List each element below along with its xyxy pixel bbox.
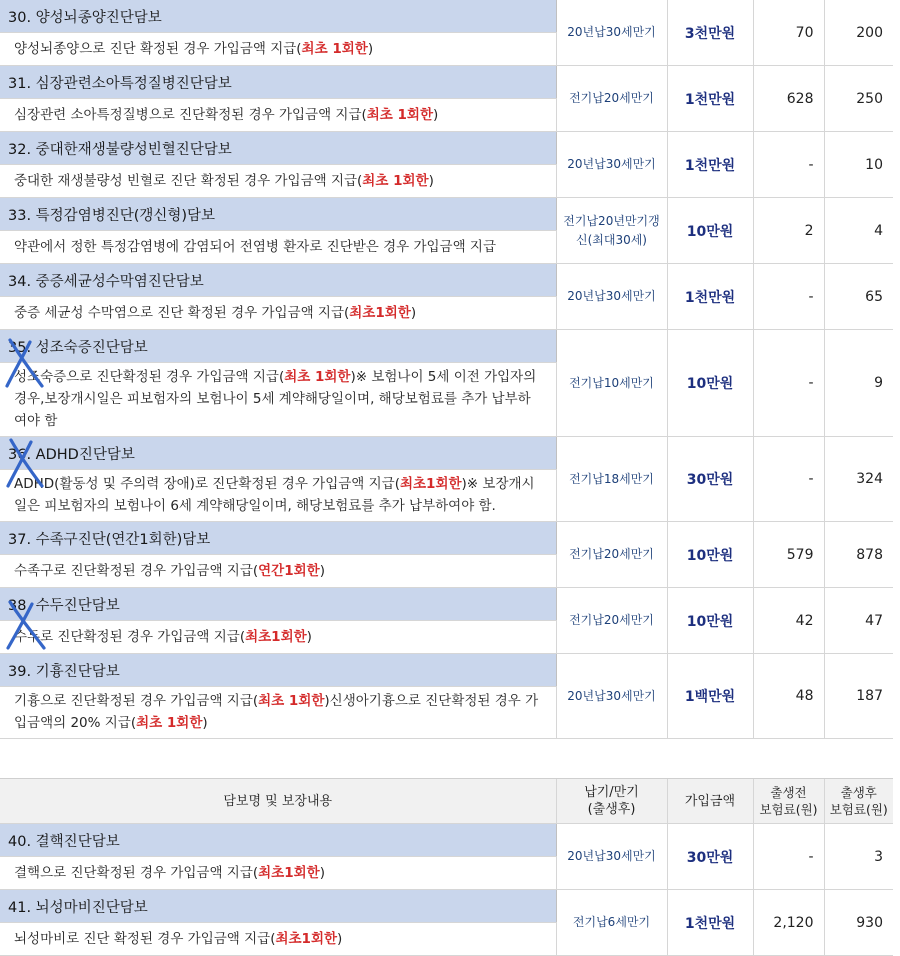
coverage-row bbox=[0, 264, 893, 297]
payout-limit-highlight: 최초1회한 bbox=[258, 864, 320, 881]
coverage-amount: 1천만원 bbox=[667, 264, 753, 330]
coverage-description bbox=[0, 99, 556, 132]
coverage-description bbox=[0, 297, 556, 330]
header-premium-after-birth: 출생후 보험료(원) bbox=[824, 779, 893, 824]
coverage-description bbox=[0, 363, 556, 437]
description-text: )※ 보험나이 5세 이전 가입자의 경우,보장개시일은 피보험자의 보험나이 5세 계약해당일이며, 해당보험료를 추가 납부하여야 함 bbox=[14, 369, 537, 429]
coverage-period: 전기납20세만기 bbox=[556, 66, 667, 132]
coverage-row bbox=[0, 588, 893, 621]
table-header-row bbox=[0, 779, 893, 824]
payout-limit-highlight: 최초1회한 bbox=[349, 304, 411, 321]
payout-limit-highlight: 최초 1회한 bbox=[366, 106, 434, 123]
coverage-period: 20년납30세만기 bbox=[556, 0, 667, 66]
description-text: 결핵으로 진단확정된 경우 가입금액 지급( bbox=[14, 864, 259, 881]
coverage-description bbox=[0, 923, 556, 956]
coverage-description bbox=[0, 555, 556, 588]
payout-limit-highlight: 최초 1회한 bbox=[362, 172, 429, 189]
coverage-row bbox=[0, 198, 893, 231]
premium-before-birth: 48 bbox=[753, 654, 824, 739]
coverage-description bbox=[0, 857, 556, 890]
premium-before-birth: 70 bbox=[753, 0, 824, 66]
coverage-amount: 10만원 bbox=[667, 588, 753, 654]
description-text: 기흉으로 진단확정된 경우 가입금액 지급( bbox=[14, 693, 259, 709]
description-text: )※ 보장개시일은 피보험자의 보험나이 6세 계약해당일이며, 해당보험료를 추가 납부하여야 함. bbox=[14, 476, 535, 514]
payout-limit-highlight: 연간1회한 bbox=[258, 562, 320, 579]
description-text: ) bbox=[433, 106, 439, 123]
description-text: ) bbox=[202, 715, 208, 731]
coverage-name: 37. 수족구진단(연간1회한)담보 bbox=[0, 522, 556, 555]
payout-limit-highlight: 최초 1회한 bbox=[301, 40, 368, 57]
premium-before-birth: 2 bbox=[753, 198, 824, 264]
coverage-period: 20년납30세만기 bbox=[556, 824, 667, 890]
coverage-description bbox=[0, 231, 556, 264]
coverage-name: 36. ADHD진단담보 bbox=[0, 437, 556, 470]
coverage-row bbox=[0, 132, 893, 165]
premium-before-birth: 2,120 bbox=[753, 890, 824, 956]
coverage-period: 전기납20세만기 bbox=[556, 588, 667, 654]
premium-before-birth: - bbox=[753, 330, 824, 437]
premium-after-birth: 250 bbox=[824, 66, 893, 132]
coverage-amount: 30만원 bbox=[667, 824, 753, 890]
premium-before-birth: 42 bbox=[753, 588, 824, 654]
header-premium-before-birth: 출생전 보험료(원) bbox=[753, 779, 824, 824]
coverage-name: 30. 양성뇌종양진단담보 bbox=[0, 0, 556, 33]
premium-before-birth: - bbox=[753, 437, 824, 522]
coverage-name: 35. 성조숙증진단담보 bbox=[0, 330, 556, 363]
coverage-description bbox=[0, 621, 556, 654]
premium-before-birth: 579 bbox=[753, 522, 824, 588]
coverage-period: 전기납10세만기 bbox=[556, 330, 667, 437]
premium-after-birth: 4 bbox=[824, 198, 893, 264]
premium-before-birth: 628 bbox=[753, 66, 824, 132]
coverage-amount: 1천만원 bbox=[667, 890, 753, 956]
coverage-period: 20년납30세만기 bbox=[556, 132, 667, 198]
coverage-row bbox=[0, 522, 893, 555]
coverage-name: 34. 중증세균성수막염진단담보 bbox=[0, 264, 556, 297]
description-text: 수족구로 진단확정된 경우 가입금액 지급( bbox=[14, 562, 259, 579]
premium-before-birth: - bbox=[753, 264, 824, 330]
premium-after-birth: 9 bbox=[824, 330, 893, 437]
description-text: ) bbox=[319, 864, 325, 881]
coverage-period: 20년납30세만기 bbox=[556, 264, 667, 330]
coverage-period: 전기납20세만기 bbox=[556, 522, 667, 588]
payout-limit-highlight: 최초 1회한 bbox=[284, 369, 351, 385]
coverage-period: 전기납18세만기 bbox=[556, 437, 667, 522]
description-text: ) bbox=[410, 304, 417, 321]
payout-limit-highlight: 최초1회한 bbox=[275, 930, 338, 947]
coverage-name: 41. 뇌성마비진단담보 bbox=[0, 890, 556, 923]
description-text: 중대한 재생불량성 빈혈로 진단 확정된 경우 가입금액 지급( bbox=[14, 172, 363, 189]
coverage-row bbox=[0, 437, 893, 470]
payout-limit-highlight: 최초 1회한 bbox=[136, 715, 203, 731]
premium-after-birth: 47 bbox=[824, 588, 893, 654]
description-text: 수두로 진단확정된 경우 가입금액 지급( bbox=[14, 628, 246, 645]
coverage-description bbox=[0, 687, 556, 739]
payout-limit-highlight: 최초1회한 bbox=[399, 476, 462, 492]
coverage-name: 39. 기흉진단담보 bbox=[0, 654, 556, 687]
description-text: ) bbox=[306, 628, 312, 645]
coverage-period: 전기납20년만기갱신(최대30세) bbox=[556, 198, 667, 264]
coverage-amount: 10만원 bbox=[667, 330, 753, 437]
premium-before-birth: - bbox=[753, 132, 824, 198]
premium-after-birth: 878 bbox=[824, 522, 893, 588]
coverage-row bbox=[0, 824, 893, 857]
payout-limit-highlight: 최초1회한 bbox=[245, 628, 307, 645]
description-text: 뇌성마비로 진단 확정된 경우 가입금액 지급( bbox=[14, 930, 276, 947]
coverage-amount: 3천만원 bbox=[667, 0, 753, 66]
coverage-description bbox=[0, 33, 556, 66]
coverage-row bbox=[0, 0, 893, 33]
description-text: 양성뇌종양으로 진단 확정된 경우 가입금액 지급( bbox=[14, 40, 302, 57]
coverage-amount: 1천만원 bbox=[667, 66, 753, 132]
coverage-name: 33. 특정감염병진단(갱신형)담보 bbox=[0, 198, 556, 231]
coverage-name: 31. 심장관련소아특정질병진단담보 bbox=[0, 66, 556, 99]
coverage-row bbox=[0, 890, 893, 923]
coverage-row bbox=[0, 66, 893, 99]
coverage-amount: 10만원 bbox=[667, 522, 753, 588]
coverage-row bbox=[0, 330, 893, 363]
premium-after-birth: 324 bbox=[824, 437, 893, 522]
header-period: 납기/만기 (출생후) bbox=[556, 779, 667, 824]
premium-after-birth: 10 bbox=[824, 132, 893, 198]
coverage-name: 38. 수두진단담보 bbox=[0, 588, 556, 621]
premium-after-birth: 930 bbox=[824, 890, 893, 956]
coverage-row bbox=[0, 654, 893, 687]
coverage-amount: 10만원 bbox=[667, 198, 753, 264]
description-text: ) bbox=[337, 930, 343, 947]
coverage-name: 40. 결핵진단담보 bbox=[0, 824, 556, 857]
description-text: ) bbox=[428, 172, 434, 189]
premium-after-birth: 3 bbox=[824, 824, 893, 890]
premium-before-birth: - bbox=[753, 824, 824, 890]
coverage-period: 20년납30세만기 bbox=[556, 654, 667, 739]
coverage-amount: 30만원 bbox=[667, 437, 753, 522]
payout-limit-highlight: 최초 1회한 bbox=[258, 693, 325, 709]
description-text: 약관에서 정한 특정감염병에 감염되어 전염병 환자로 진단받은 경우 가입금액 지급 bbox=[14, 238, 497, 255]
coverage-amount: 1천만원 bbox=[667, 132, 753, 198]
coverage-description bbox=[0, 470, 556, 522]
description-text: 중증 세균성 수막염으로 진단 확정된 경우 가입금액 지급( bbox=[14, 304, 350, 321]
description-text: ) bbox=[367, 40, 374, 57]
coverage-amount: 1백만원 bbox=[667, 654, 753, 739]
header-coverage-name: 담보명 및 보장내용 bbox=[0, 779, 556, 824]
coverage-period: 전기납6세만기 bbox=[556, 890, 667, 956]
description-text: 심장관련 소아특정질병으로 진단확정된 경우 가입금액 지급( bbox=[14, 106, 367, 123]
premium-after-birth: 187 bbox=[824, 654, 893, 739]
premium-after-birth: 65 bbox=[824, 264, 893, 330]
premium-after-birth: 200 bbox=[824, 0, 893, 66]
header-amount: 가입금액 bbox=[667, 779, 753, 824]
description-text: ADHD(활동성 및 주의력 장애)로 진단확정된 경우 가입금액 지급( bbox=[14, 476, 400, 492]
description-text: )신생아기흉으로 진단확정된 경우 가입금액의 20% 지급( bbox=[14, 693, 539, 731]
description-text: 성조숙증으로 진단확정된 경우 가입금액 지급( bbox=[14, 369, 285, 385]
coverage-name: 32. 중대한재생불량성빈혈진단담보 bbox=[0, 132, 556, 165]
coverage-table-bottom bbox=[0, 778, 893, 956]
description-text: ) bbox=[319, 562, 325, 579]
coverage-description bbox=[0, 165, 556, 198]
